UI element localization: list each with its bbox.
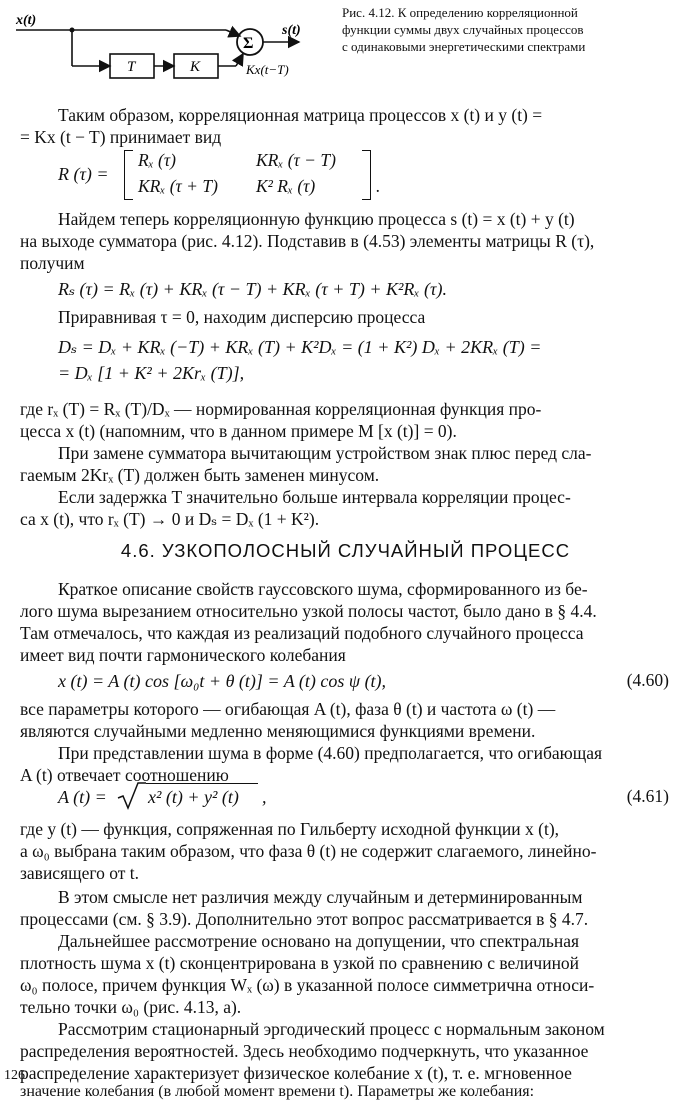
text-line: Дальнейшее рассмотрение основано на допущении, что спектральная — [58, 931, 580, 951]
text-line: A (t) отвечает соотношению — [20, 765, 229, 785]
text-line: получим — [20, 253, 85, 273]
equation-4-60: x (t) = A (t) cos [ω₀t + θ (t)] = A (t) cos ψ (t), — [58, 671, 387, 691]
text-line: где rₓ (T) = Rₓ (T)/Dₓ — нормированная корреляционная функция про- — [20, 399, 542, 419]
text-line: а ω₀ выбрана таким образом, что фаза θ (t) не содержит слагаемого, линейно- — [20, 841, 597, 861]
matrix-cell: Rₓ (τ) — [138, 150, 176, 170]
text-line: = Kx (t − T) принимает вид — [20, 127, 222, 147]
figure-caption — [342, 4, 680, 55]
equation-4-61-end: , — [262, 787, 267, 807]
text-line: Найдем теперь корреляционную функцию процесса s (t) = x (t) + y (t) — [58, 209, 575, 229]
equation-number: (4.60) — [626, 670, 669, 690]
caption-line: с одинаковыми энергетическими спектрами — [342, 39, 586, 54]
text-line: При замене сумматора вычитающим устройством знак плюс перед сла- — [58, 443, 592, 463]
text-line: Таким образом, корреляционная матрица процессов x (t) и y (t) = — [58, 105, 543, 125]
equation-rs: Rₛ (τ) = Rₓ (τ) + KRₓ (τ − T) + KRₓ (τ + T) + K²Rₓ (τ). — [58, 279, 447, 299]
matrix-end: . — [376, 176, 381, 196]
text-line: Если задержка T значительно больше интервала корреляции процес- — [58, 487, 571, 507]
matrix-cell: K² Rₓ (τ) — [256, 176, 316, 196]
matrix-cell: KRₓ (τ + T) — [138, 176, 218, 196]
caption-line: Рис. 4.12. К определению корреляционной — [342, 5, 578, 20]
matrix-bracket-right — [362, 150, 371, 200]
text-line: Приравнивая τ = 0, находим дисперсию процесса — [58, 307, 426, 327]
text-line: где y (t) — функция, сопряженная по Гильберту исходной функции x (t), — [20, 819, 560, 839]
label-delayed: Kx(t−T) — [246, 62, 289, 77]
text-line: все параметры которого — огибающая A (t), фаза θ (t) и частота ω (t) — — [20, 699, 556, 719]
equation-4-61-radicand: x² (t) + y² (t) — [148, 787, 239, 807]
text-line: процессами (см. § 3.9). Дополнительно этот вопрос рассматривается в § 4.7. — [20, 909, 589, 929]
label-K: K — [190, 59, 201, 75]
radical-bar — [146, 783, 258, 784]
caption-line: функции суммы двух случайных процессов — [342, 22, 584, 37]
text-line: В этом смысле нет различия между случайным и детерминированным — [58, 887, 583, 907]
page-number: 126 — [4, 1068, 25, 1083]
text-line: Краткое описание свойств гауссовского шума, сформированного из бе- — [58, 579, 588, 599]
figure-4-12 — [14, 4, 339, 82]
matrix-cell: KRₓ (τ − T) — [256, 150, 336, 170]
text-line: имеет вид почти гармонического колебания — [20, 645, 346, 665]
text-line: При представлении шума в форме (4.60) предполагается, что огибающая — [58, 743, 603, 763]
text-line: лого шума вырезанием относительно узкой полосы частот, было дано в § 4.4. — [20, 601, 597, 621]
equation-number: (4.61) — [626, 786, 669, 806]
text-line: гаемым 2Krₓ (T) должен быть заменен минусом. — [20, 465, 380, 485]
label-T: T — [127, 59, 136, 75]
text-line: Рассмотрим стационарный эргодический процесс с нормальным законом — [58, 1019, 605, 1039]
matrix-bracket-left — [124, 150, 133, 200]
text-line: зависящего от t. — [20, 863, 140, 883]
text-line: являются случайными медленно меняющимися функциями времени. — [20, 721, 536, 741]
label-input: x(t) — [16, 13, 37, 28]
text-line: тельно точки ω₀ (рис. 4.13, а). — [20, 997, 242, 1017]
section-heading: 4.6. УЗКОПОЛОСНЫЙ СЛУЧАЙНЫЙ ПРОЦЕСС — [120, 540, 571, 561]
text-line: распределения вероятностей. Здесь необходимо подчеркнуть, что указанное — [20, 1041, 589, 1061]
equation-ds-2: = Dₓ [1 + K² + 2Krₓ (T)], — [58, 363, 245, 383]
equation-4-61-lhs: A (t) = — [58, 787, 107, 807]
text-line: на выходе сумматора (рис. 4.12). Подставив в (4.53) элементы матрицы R (τ), — [20, 231, 595, 251]
radical-sign — [116, 780, 146, 810]
label-sum: Σ — [243, 35, 254, 52]
text-line: распределение характеризует физическое колебание x (t), т. е. мгновенное — [20, 1063, 572, 1083]
block-diagram — [14, 4, 339, 82]
text-line: Там отмечалось, что каждая из реализаций подобного случайного процесса — [20, 623, 584, 643]
equation-ds-1: Dₛ = Dₓ + KRₓ (−T) + KRₓ (T) + K²Dₓ = (1 + K²) Dₓ + 2KRₓ (T) = — [58, 337, 542, 357]
text-line: ω₀ полосе, причем функция Wₓ (ω) в указанной полосе симметрична относи- — [20, 975, 595, 995]
matrix-lhs: R (τ) = — [58, 164, 109, 184]
text-line: плотность шума x (t) сконцентрирована в узкой по сравнению с величиной — [20, 953, 580, 973]
text-line: са x (t), что rₓ (T) → 0 и Dₛ = Dₓ (1 + K²). — [20, 509, 320, 529]
label-output: s(t) — [282, 23, 301, 38]
text-line: цесса x (t) (напомним, что в данном примере M [x (t)] = 0). — [20, 421, 457, 441]
text-line: значение колебания (в любой момент времени t). Параметры же колебания: — [20, 1083, 535, 1100]
